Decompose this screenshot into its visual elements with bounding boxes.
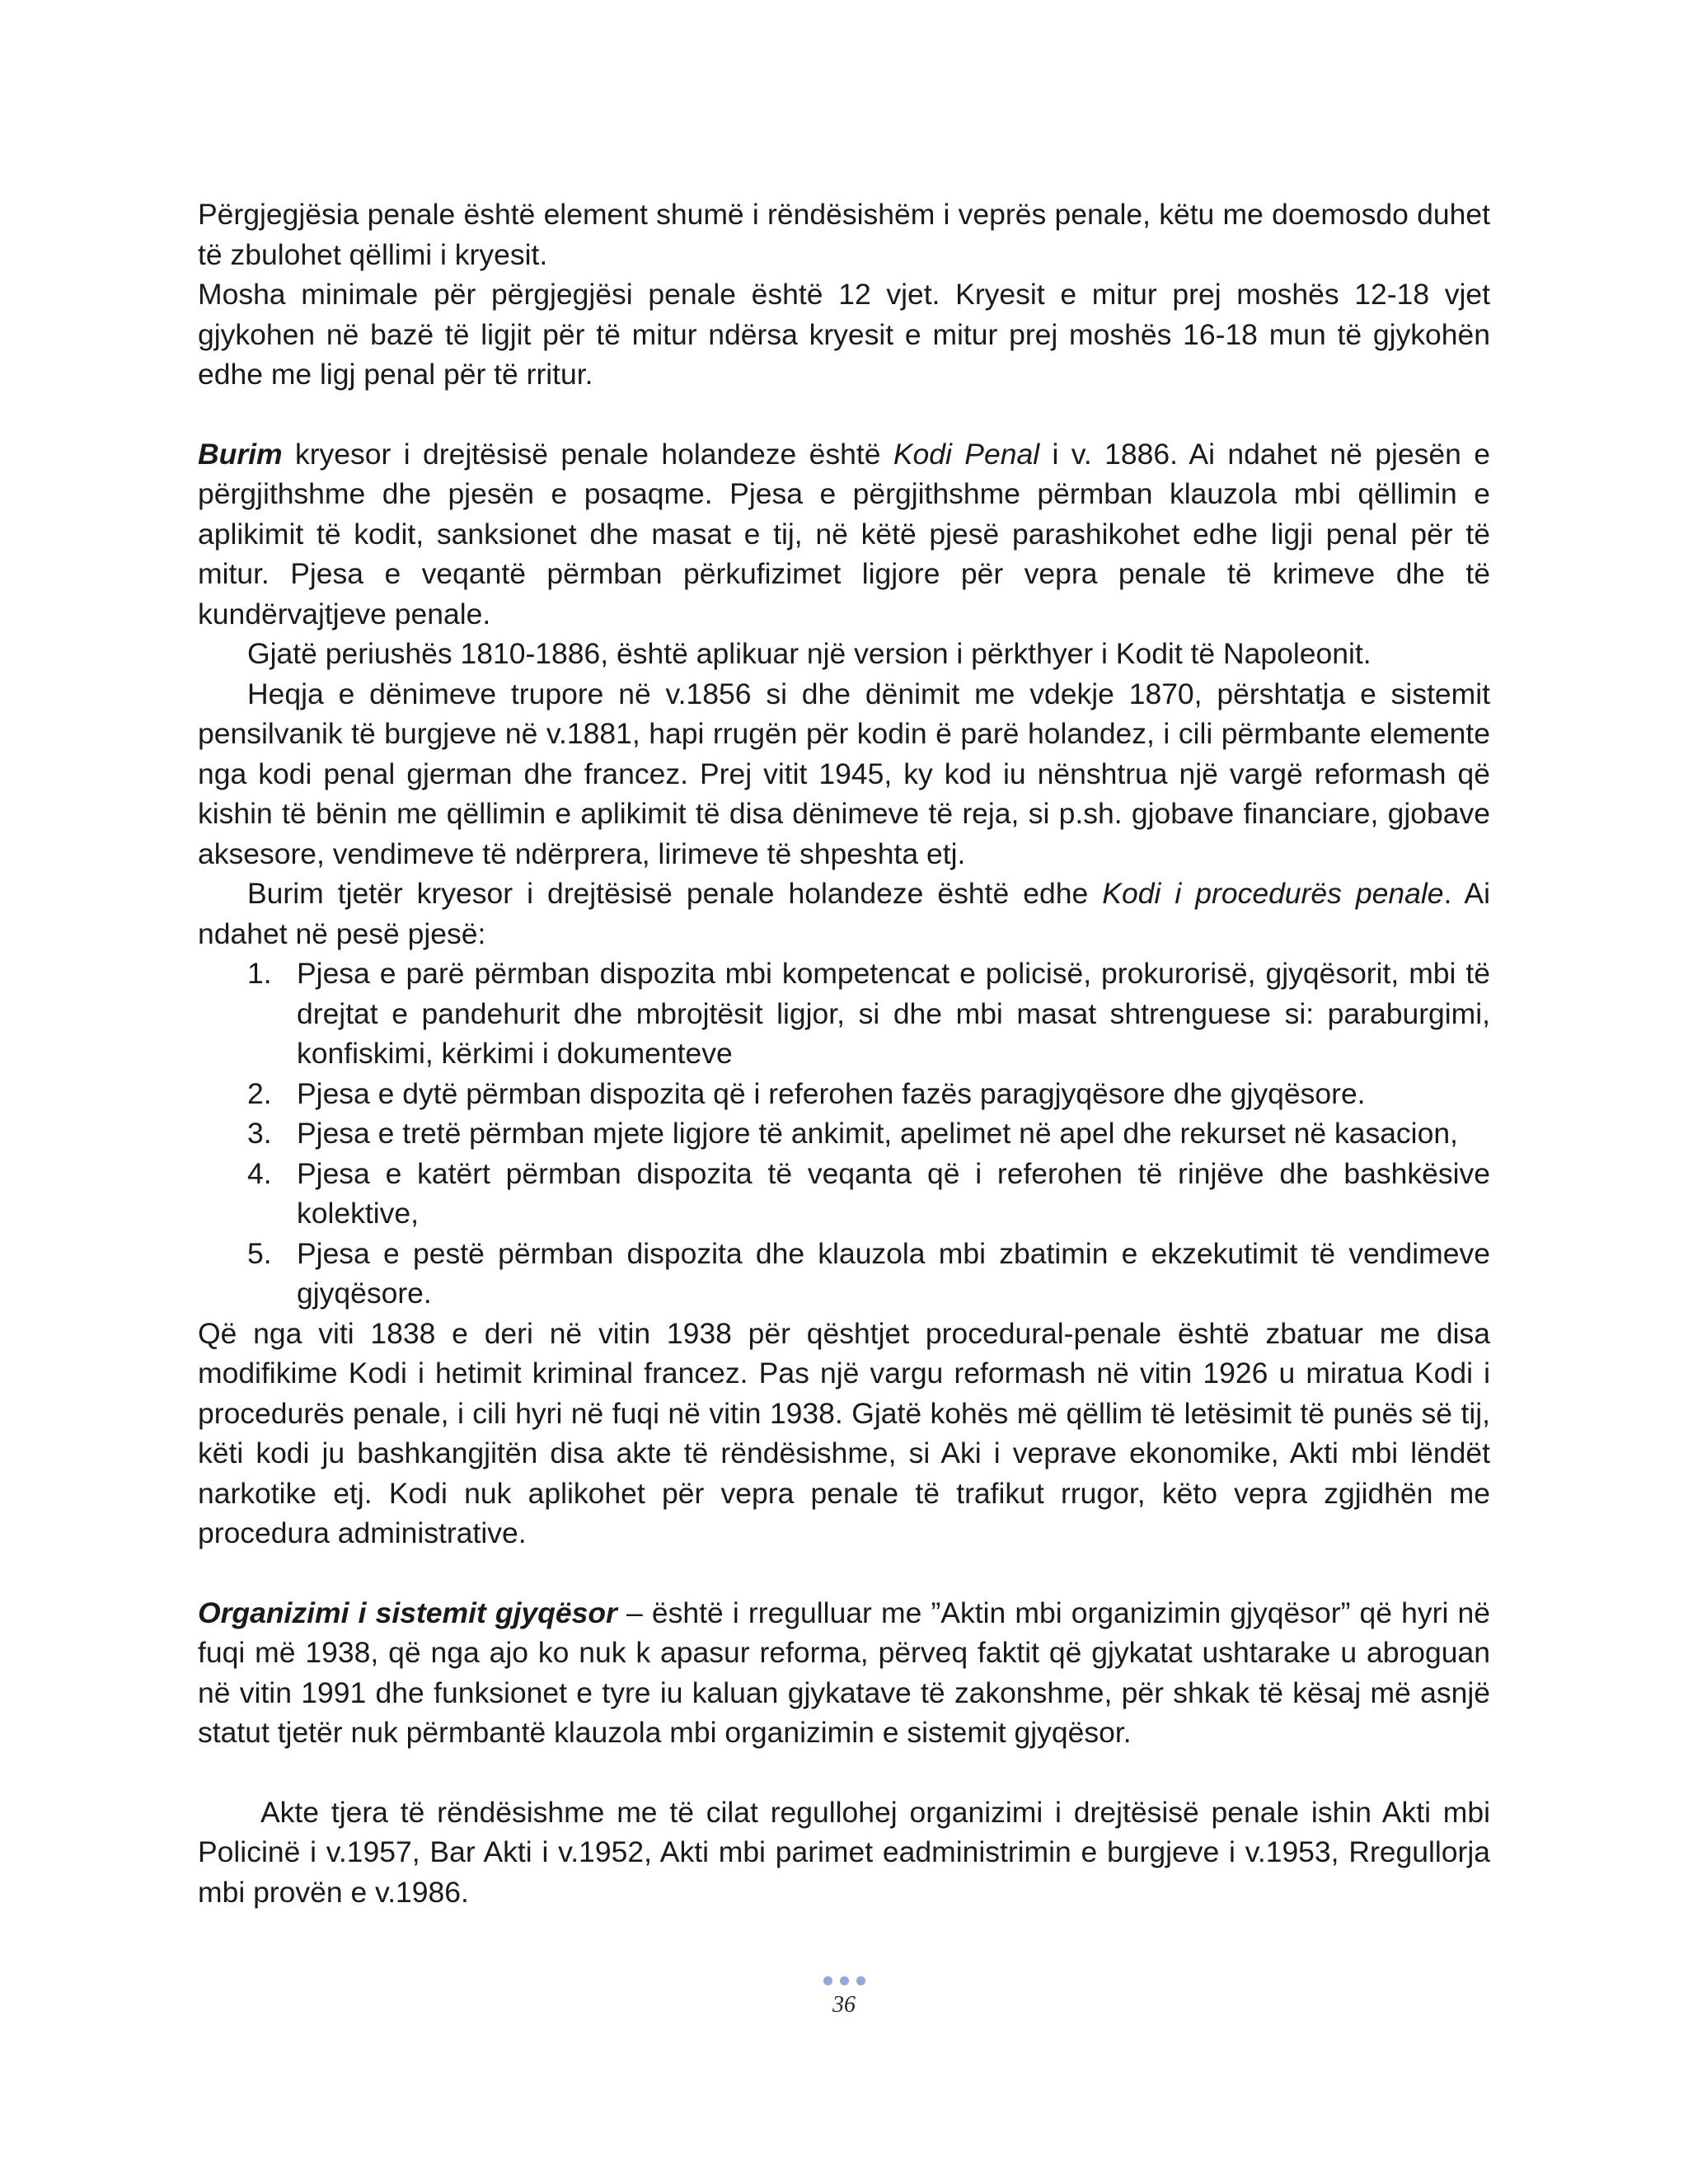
term-organizimi: Organizimi i sistemit gjyqësor: [198, 1596, 617, 1629]
paragraph-judicial-organization: [198, 1593, 1490, 1753]
list-item: [198, 954, 1490, 1074]
paragraph-other-acts: Akte tjera të rëndësishme me të cilat regullohej organizimi i drejtësisë penale ishin Akti mbi Policinë i v.1957, Bar Akti i v.1952, Akti mbi parimet eadministrimin e burgjeve i v.1953, Rregullorja mbi provën e v.1986.: [198, 1795, 1490, 1909]
document-body: [198, 194, 1490, 1912]
paragraph-responsibility: Përgjegjësia penale është element shumë i rëndësishëm i veprës penale, këtu me doemosdo duhet të zbulohet qëllimi i kryesit.: [198, 198, 1490, 271]
text-segment: i v. 1886. Ai ndahet në pjesën e përgjithshme dhe pjesën e posaqme. Pjesa e përgjithshme përmban klauzola mbi qëllimin e aplikimit të kodit, sanksionet dhe masat e tij, në këtë pjesë parashikohet edhe ligji penal për të mitur. Pjesa e veqantë përmban përkufizimet ligjore për vepra penale të krimeve dhe të kundërvajtjeve penale.: [198, 437, 1490, 630]
list-text: Pjesa e katërt përmban dispozita të veqanta që i referohen të rinjëve dhe bashkësive kolektive,: [297, 1156, 1490, 1230]
page-number: 36: [832, 1992, 856, 2018]
spacer: [198, 395, 1490, 434]
list-item: [198, 1074, 1490, 1114]
list-number: 3.: [247, 1117, 272, 1150]
paragraph-procedure-history: Që nga viti 1838 e deri në vitin 1938 për qështjet procedural-penale është zbatuar me disa modifikime Kodi i hetimit kriminal francez. Pas një vargu reformash në vitin 1926 u miratua Kodi i procedurës penale, i cili hyri në fuqi në vitin 1938. Gjatë kohës më qëllim të letësimit të punës së tij, këti kodi ju bashkangjitën disa akte të rëndësishme, si Aki i veprave ekonomike, Akti mbi lëndët narkotike etj. Kodi nuk aplikohet për vepra penale të trafikut rrugor, këto vepra zgjidhën me procedura administrative.: [198, 1316, 1490, 1549]
list-item: [198, 1234, 1490, 1314]
spacer: [198, 1554, 1490, 1593]
term-kodi-procedures: Kodi i procedurës penale: [1102, 877, 1444, 910]
term-burim: Burim: [198, 437, 283, 471]
text-segment: . Ai ndahet në pesë pjesë:: [198, 877, 1490, 950]
list-text: Pjesa e tretë përmban mjete ligjore të ankimit, apelimet në apel dhe rekurset në kasacion,: [297, 1117, 1458, 1150]
paragraph-procedure-code: [198, 874, 1490, 954]
list-number: 4.: [247, 1156, 272, 1190]
page-footer: [0, 1976, 1688, 2018]
paragraph-napoleon-code: Gjatë periushës 1810-1886, është aplikuar një version i përkthyer i Kodit të Napoleonit.: [247, 637, 1372, 670]
list-text: Pjesa e pestë përmban dispozita dhe klauzola mbi zbatimin e ekzekutimit të vendimeve gjyqësore.: [297, 1236, 1490, 1310]
ellipsis-dots-icon: [0, 1976, 1688, 1985]
dot: [856, 1976, 865, 1985]
list-item: [198, 1154, 1490, 1234]
list-number: 5.: [247, 1236, 272, 1270]
spacer: [198, 1753, 1490, 1793]
paragraph-reforms: Heqja e dënimeve trupore në v.1856 si dhe dënimit me vdekje 1870, përshtatja e sistemit pensilvanik të burgjeve në v.1881, hapi rrugën për kodin ë parë holandez, i cili përmbante elemente nga kodi penal gjerman dhe francez. Prej vitit 1945, ky kod iu nënshtrua një vargë reformash që kishin të bënin me qëllimin e aplikimit të disa dënimeve të reja, si p.sh. gjobave financiare, gjobave aksesore, vendimeve të ndërprera, lirimeve të shpeshta etj.: [198, 677, 1490, 870]
text-segment: kryesor i drejtësisë penale holandeze është: [282, 437, 893, 471]
dot: [823, 1976, 832, 1985]
list-number: 1.: [247, 957, 272, 990]
list-text: Pjesa e dytë përmban dispozita që i referohen fazës paragjyqësore dhe gjyqësore.: [297, 1076, 1366, 1110]
list-item: [198, 1113, 1490, 1154]
list-text: Pjesa e parë përmban dispozita mbi kompetencat e policisë, prokurorisë, gjyqësorit, mbi të drejtat e pandehurit dhe mbrojtësit ligjor, si dhe mbi masat shtrenguese si: paraburgimi, konfiskimi, kërkimi i dokumenteve: [297, 957, 1490, 1070]
dot: [840, 1976, 849, 1985]
text-segment: Burim tjetër kryesor i drejtësisë penale holandeze është edhe: [247, 877, 1103, 910]
term-kodi-penal: Kodi Penal: [893, 437, 1040, 471]
paragraph-penal-code-source: [198, 434, 1490, 635]
text-segment: – është i rregulluar me ”Aktin mbi organizimin gjyqësor” që hyri në fuqi më 1938, që nga ajo ko nuk k apasur reforma, përveq faktit që gjykatat ushtarake u abroguan në vitin 1991 dhe funksionet e tyre iu kaluan gjykatave të zakonshme, për shkak të kësaj më asnjë statut tjetër nuk përmbantë klauzola mbi organizimin e sistemit gjyqësor.: [198, 1596, 1490, 1749]
procedure-code-parts-list: [198, 954, 1490, 1314]
list-number: 2.: [247, 1076, 272, 1110]
paragraph-minimum-age: Mosha minimale për përgjegjësi penale është 12 vjet. Kryesit e mitur prej moshës 12-18 vjet gjykohen në bazë të ligjit për të mitur ndërsa kryesit e mitur prej moshës 16-18 mun të gjykohën edhe me ligj penal për të rritur.: [198, 278, 1490, 391]
